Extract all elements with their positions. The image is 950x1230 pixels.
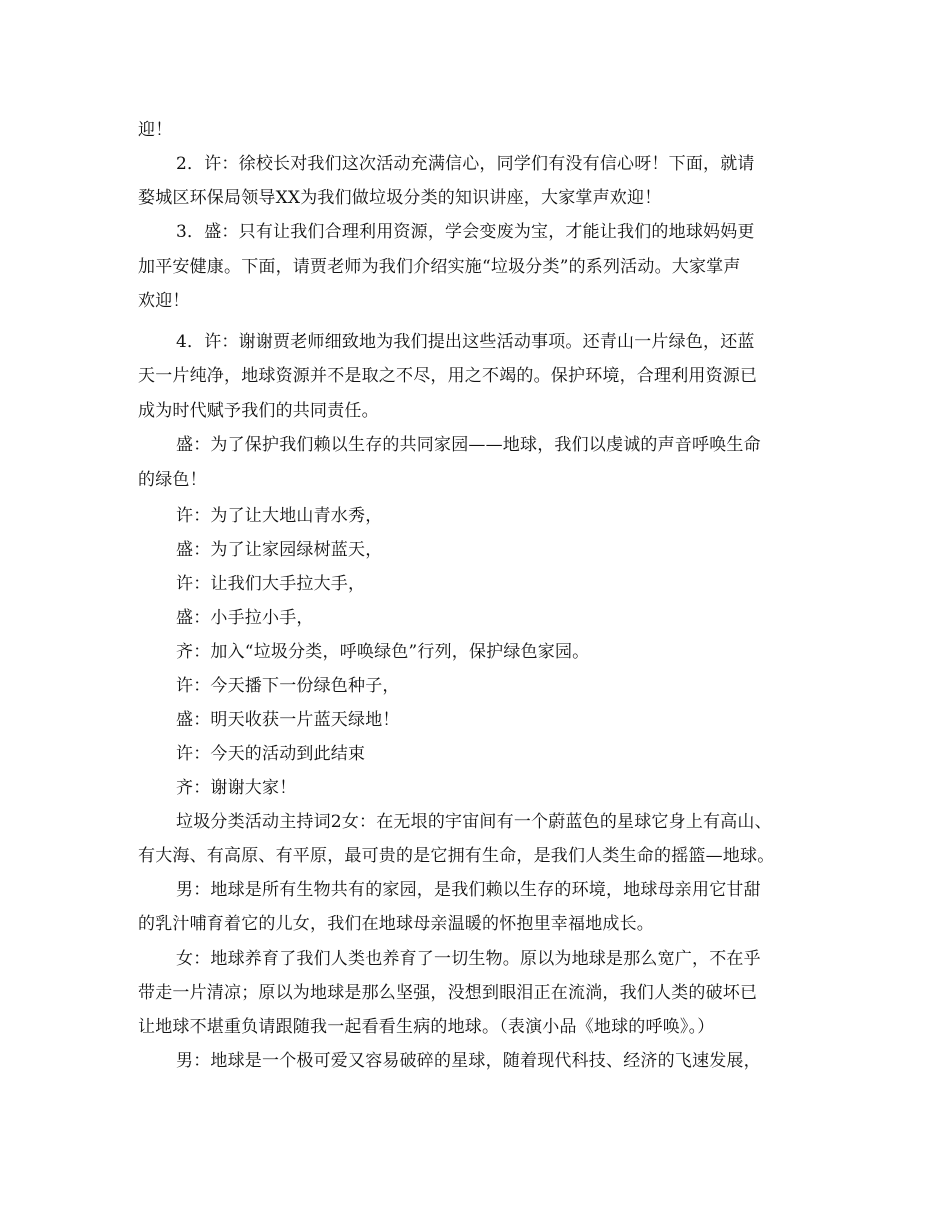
text-line: 婺城区环保局领导XX为我们做垃圾分类的知识讲座，大家掌声欢迎！ (138, 188, 662, 208)
text-line: 盛：明天收获一片蓝天绿地！ (176, 710, 400, 730)
text-line: 盛：为了保护我们赖以生存的共同家园——地球，我们以虔诚的声音呼唤生命 (176, 435, 761, 455)
text-line: 让地球不堪重负请跟随我一起看看生病的地球。（表演小品《地球的呼唤》。） (138, 1017, 715, 1037)
text-line: 天一片纯净，地球资源并不是取之不尽，用之不竭的。保护环境，合理利用资源已 (138, 366, 758, 386)
text-line: 的绿色！ (138, 470, 207, 490)
text-line: 4．许：谢谢贾老师细致地为我们提出这些活动事项。还青山一片绿色，还蓝 (176, 332, 755, 352)
text-line: 齐：加入“垃圾分类，呼唤绿色”行列，保护绿色家园。 (176, 642, 590, 662)
text-line: 男：地球是一个极可爱又容易破碎的星球，随着现代科技、经济的飞速发展， (176, 1051, 761, 1071)
text-line: 垃圾分类活动主持词2女：在无垠的宇宙间有一个蔚蓝色的星球它身上有高山、 (176, 812, 772, 832)
text-line: 欢迎！ (138, 291, 190, 311)
text-line: 带走一片清凉；原以为地球是那么坚强，没想到眼泪正在流淌，我们人类的破坏已 (138, 983, 758, 1003)
text-line: 许：为了让大地山青水秀， (176, 506, 383, 526)
text-line: 齐：谢谢大家！ (176, 778, 297, 798)
text-line: 3．盛：只有让我们合理利用资源，学会变废为宝，才能让我们的地球妈妈更 (176, 222, 755, 242)
text-line: 男：地球是所有生物共有的家园，是我们赖以生存的环境，地球母亲用它甘甜 (176, 880, 761, 900)
text-line: 许：今天播下一份绿色种子， (176, 676, 400, 696)
text-line: 盛：小手拉小手， (176, 608, 314, 628)
text-line: 加平安健康。下面，请贾老师为我们介绍实施“垃圾分类”的系列活动。大家掌声 (138, 257, 741, 277)
text-line: 盛：为了让家园绿树蓝天， (176, 540, 383, 560)
text-line: 女：地球养育了我们人类也养育了一切生物。原以为地球是那么宽广，不在乎 (176, 949, 761, 969)
text-line: 的乳汁哺育着它的儿女，我们在地球母亲温暖的怀抱里幸福地成长。 (138, 914, 654, 934)
text-line: 有大海、有高原、有平原，最可贵的是它拥有生命，是我们人类生命的摇篮—地球。 (138, 846, 775, 866)
text-line: 许：今天的活动到此结束 (176, 744, 366, 764)
text-line: 成为时代赋予我们的共同责任。 (138, 401, 379, 421)
text-line: 迎！ (138, 120, 173, 140)
text-line: 2．许：徐校长对我们这次活动充满信心，同学们有没有信心呀！下面，就请 (176, 154, 755, 174)
text-line: 许：让我们大手拉大手， (176, 574, 366, 594)
